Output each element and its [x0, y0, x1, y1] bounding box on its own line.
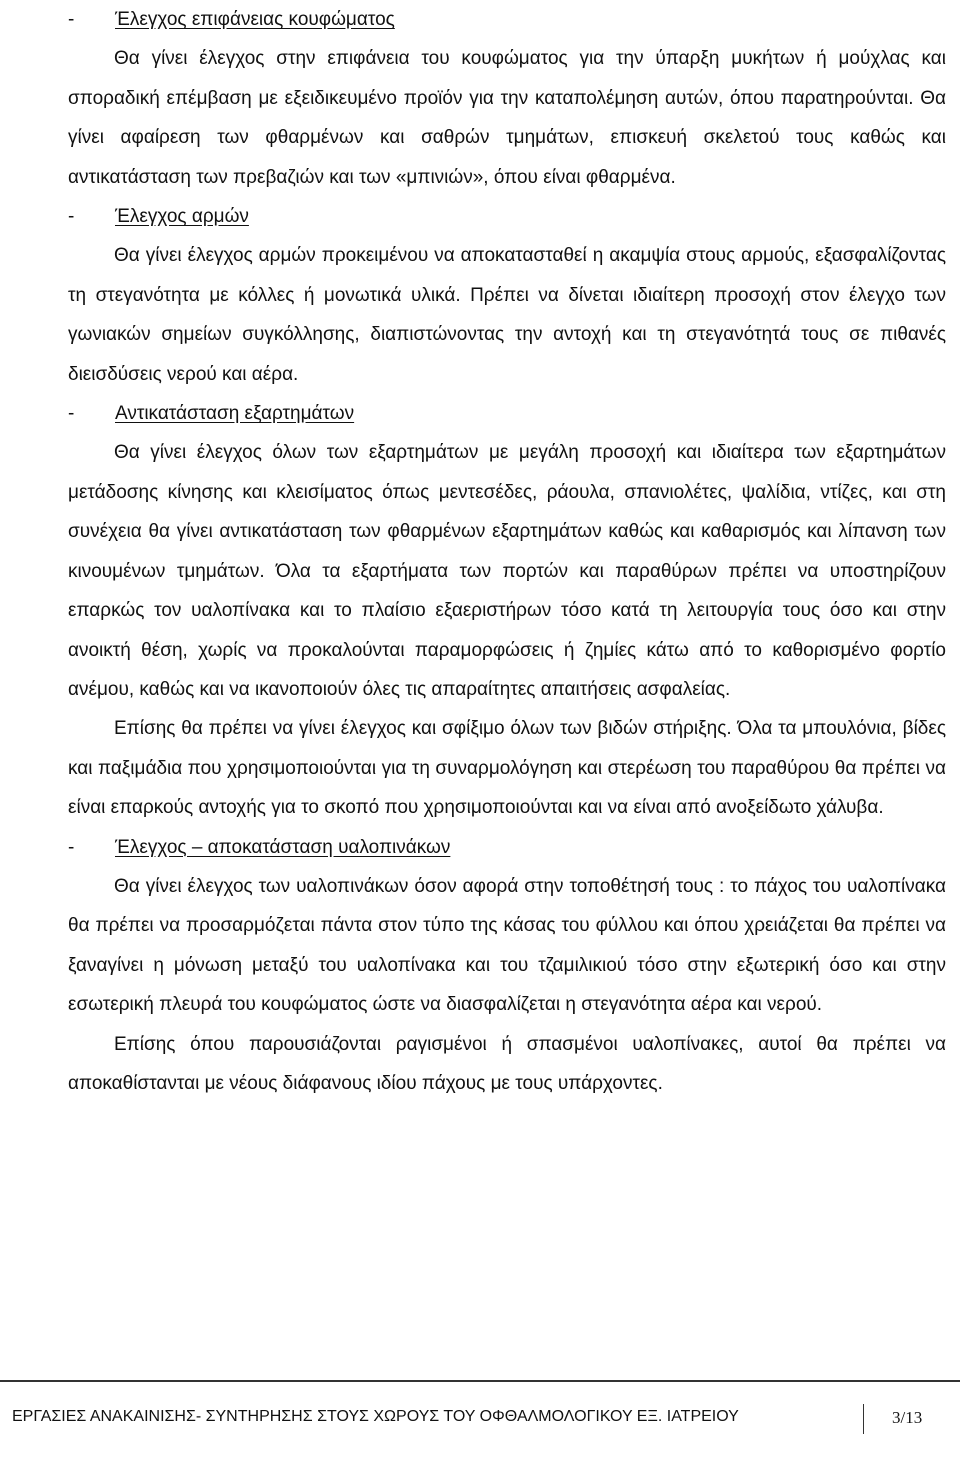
section-heading [68, 394, 946, 433]
paragraph: Θα γίνει έλεγχος στην επιφάνεια του κουφώματος για την ύπαρξη μυκήτων ή μούχλας και σποραδική επέμβαση με εξειδικευμένο προϊόν για την καταπολέμηση αυτών, όπου παρατηρούνται. Θα γίνει αφαίρεση των φθαρμένων και σαθρών τμημάτων, επισκευή σκελετού τους καθώς και αντικατάσταση των πρεβαζιών και των «μπινιών», όπου είναι φθαρμένα. [68, 48, 946, 188]
footer-title: ΕΡΓΑΣΙΕΣ ΑΝΑΚΑΙΝΙΣΗΣ- ΣΥΝΤΗΡΗΣΗΣ ΣΤΟΥΣ ΧΩΡΟΥΣ ΤΟΥ ΟΦΘΑΛΜΟΛΟΓΙΚΟΥ ΕΞ. ΙΑΤΡΕΙΟΥ [12, 1408, 739, 1425]
section-heading [68, 828, 946, 867]
heading-dash: - [68, 836, 75, 858]
section-heading [68, 0, 946, 39]
document-body [68, 0, 946, 1103]
paragraph: Θα γίνει έλεγχος των υαλοπινάκων όσον αφορά στην τοποθέτησή τους : το πάχος του υαλοπίνακα θα πρέπει να προσαρμόζεται πάντα στον τύπο της κάσας του φύλλου και όπου χρειάζεται θα πρέπει να ξαναγίνει η μόνωση μεταξύ του υαλοπίνακα και του τζαμιλικιού τόσο στην εξωτερική όσο και στην εσωτερική πλευρά του κουφώματος ώστε να διασφαλίζεται η στεγανότητα αέρα και νερού. [68, 875, 946, 1016]
section-heading [68, 197, 946, 236]
paragraph: Θα γίνει έλεγχος όλων των εξαρτημάτων με μεγάλη προσοχή και ιδιαίτερα των εξαρτημάτων μετάδοσης κίνησης και κλεισίματος όπως μεντεσέδες, ράουλα, σπανιολέτες, ψαλίδια, ντίζες, και στη συνέχεια θα γίνει αντικατάσταση των φθαρμένων εξαρτημάτων καθώς και καθαρισμός και λίπανση των κινουμένων τμημάτων. Όλα τα εξαρτήματα των πορτών και παραθύρων πρέπει να υποστηρίζουν επαρκώς τον υαλοπίνακα και το πλαίσιο εξαεριστήρων τόσο κατά τη λειτουργία τους όσο και στην ανοικτή θέση, χωρίς να προκαλούνται παραμορφώσεις ή ζημίες κάτω από το καθορισμένο φορτίο ανέμου, καθώς και να ικανοποιούν όλες τις απαραίτητες απαιτήσεις ασφαλείας. [68, 442, 946, 700]
paragraph: Επίσης θα πρέπει να γίνει έλεγχος και σφίξιμο όλων των βιδών στήριξης. Όλα τα μπουλόνια, βίδες και παξιμάδια που χρησιμοποιούνται για τη συναρμολόγηση και στερέωση του παραθύρου θα πρέπει να είναι επαρκούς αντοχής για το σκοπό που χρησιμοποιούνται και να είναι από ανοξείδωτο χάλυβα. [68, 718, 946, 819]
paragraph: Επίσης όπου παρουσιάζονται ραγισμένοι ή σπασμένοι υαλοπίνακες, αυτοί θα πρέπει να αποκαθίστανται με νέους διάφανους ιδίου πάχους με τους υπάρχοντες. [68, 1033, 946, 1094]
section-fittings-replacement [68, 394, 946, 827]
heading-title: Αντικατάσταση εξαρτημάτων [115, 403, 355, 425]
heading-dash: - [68, 403, 75, 425]
page-footer [0, 1404, 960, 1434]
paragraph: Θα γίνει έλεγχος αρμών προκειμένου να αποκατασταθεί η ακαμψία στους αρμούς, εξασφαλίζοντας τη στεγανότητα με κόλλες ή μονωτικά υλικά. Πρέπει να δίνεται ιδιαίτερη προσοχή στον έλεγχο των γωνιακών σημείων συγκόλλησης, διαπιστώνοντας την αντοχή και τη στεγανότητά τους σε πιθανές διεισδύσεις νερού και αέρα. [68, 245, 946, 385]
section-glass-restoration [68, 828, 946, 1104]
heading-dash: - [68, 206, 75, 228]
footer-rule [0, 1380, 960, 1382]
footer-separator [863, 1404, 864, 1434]
section-joints-check [68, 197, 946, 394]
heading-title: Έλεγχος – αποκατάσταση υαλοπινάκων [115, 836, 451, 858]
heading-title: Έλεγχος αρμών [115, 206, 249, 228]
section-surface-check [68, 0, 946, 197]
page-number: 3/13 [892, 1408, 923, 1427]
heading-dash: - [68, 9, 75, 30]
heading-title: Έλεγχος επιφάνειας κουφώματος [115, 9, 395, 30]
